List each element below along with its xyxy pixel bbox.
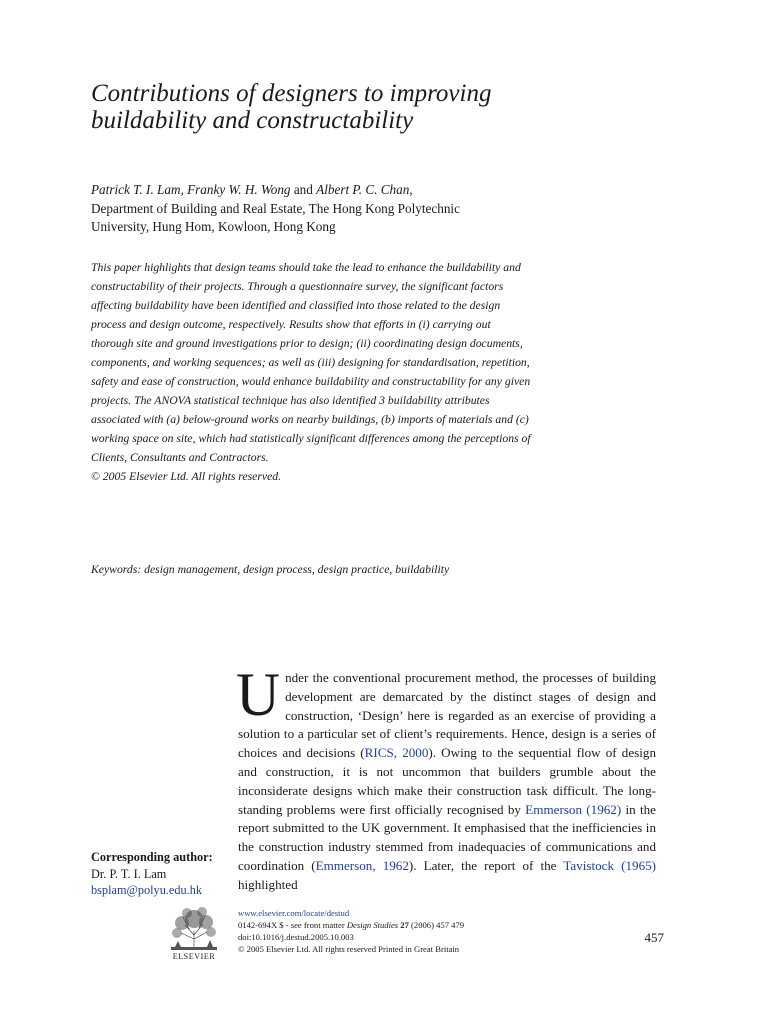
body-text: [236, 662, 657, 895]
author-names: Patrick T. I. Lam, Franky W. H. Wong: [91, 182, 291, 197]
footer-copyright: © 2005 Elsevier Ltd. All rights reserved Printed in Great Britain: [238, 944, 460, 954]
body-segment: ). Owing to the sequential flow of design and construction, it is not uncommon that builders grumble about the inconsiderate designs which make their construction task difficult. The long-standing problems were first officially recognised by: [238, 745, 656, 817]
author-and: and: [290, 182, 317, 197]
drop-cap: U: [236, 662, 281, 729]
journal-pages: (2006) 457 479: [408, 920, 465, 930]
citation-link-rics[interactable]: RICS, 2000: [364, 745, 429, 761]
journal-volume: 27: [398, 920, 409, 930]
body-segment: ). Later, the report of the: [408, 857, 564, 873]
page-number: 457: [644, 930, 664, 945]
abstract: [91, 258, 531, 486]
body-segment: nder the conventional procurement method, the processes of building development are demarcated by the distinct stages of design and construction, ‘Design’ here is regarded as an exercise of providing a solution to a particular set of client’s requirements. Hence, design is a series of choices and decisions (: [238, 670, 656, 761]
paper-title: Contributions of designers to improving buildability and constructability: [91, 80, 492, 134]
affiliation-line-2: University, Hung Hom, Kowloon, Hong Kong: [91, 219, 336, 235]
citation-link-emmerson-1962[interactable]: Emmerson (1962): [525, 801, 622, 817]
doi-line: doi:10.1016/j.destud.2005.10.003: [238, 932, 354, 942]
author-block: [91, 181, 531, 237]
corresponding-email-link[interactable]: bsplam@polyu.edu.hk: [91, 883, 203, 898]
citation-link-emmerson[interactable]: Emmerson, 1962: [315, 857, 409, 873]
issn-line: [238, 919, 568, 931]
footer-metadata: [238, 907, 568, 955]
corresponding-name: Dr. P. T. I. Lam: [91, 866, 167, 881]
body-segment: in the report submitted to the UK government. It emphasised that the inefficiencies in the construction industry stemmed from inadequacies of communications and coordination (: [238, 801, 656, 873]
issn-text: 0142-694X $ - see front matter: [238, 920, 347, 930]
author-names-last: Albert P. C. Chan,: [316, 182, 413, 197]
corresponding-author: [91, 849, 241, 899]
elsevier-wordmark: ELSEVIER: [172, 952, 216, 961]
abstract-text: This paper highlights that design teams should take the lead to enhance the buildability and constructability of their projects. Through a questionnaire survey, the significant factors affecting buildability have been identified and classified into those related to the design process and design outcome, respectively. Results show that efforts in (i) carrying out thorough site and ground investigations prior to design; (ii) coordinating design documents, components, and working sequences; as well as (iii) designing for standardisation, repetition, safety and ease of construction, would enhance buildability and constructability for any given projects. The ANOVA statistical technique has also identified 3 buildability attributes associated with (a) below-ground works on nearby buildings, (b) imports of materials and (c) working space on site, which had statistically significant differences among the perceptions of Clients, Consultants and Contractors.: [91, 261, 531, 464]
affiliation-line-1: Department of Building and Real Estate, The Hong Kong Polytechnic: [91, 200, 460, 216]
corresponding-heading: Corresponding author:: [91, 850, 213, 864]
journal-url-link[interactable]: www.elsevier.com/locate/destud: [238, 908, 350, 918]
abstract-copyright: © 2005 Elsevier Ltd. All rights reserved.: [91, 470, 282, 483]
keywords: Keywords: design management, design process, design practice, buildability: [91, 563, 450, 576]
body-segment: highlighted: [238, 876, 298, 892]
journal-name: Design Studies: [346, 920, 399, 930]
citation-link-tavistock[interactable]: Tavistock (1965): [563, 857, 657, 873]
